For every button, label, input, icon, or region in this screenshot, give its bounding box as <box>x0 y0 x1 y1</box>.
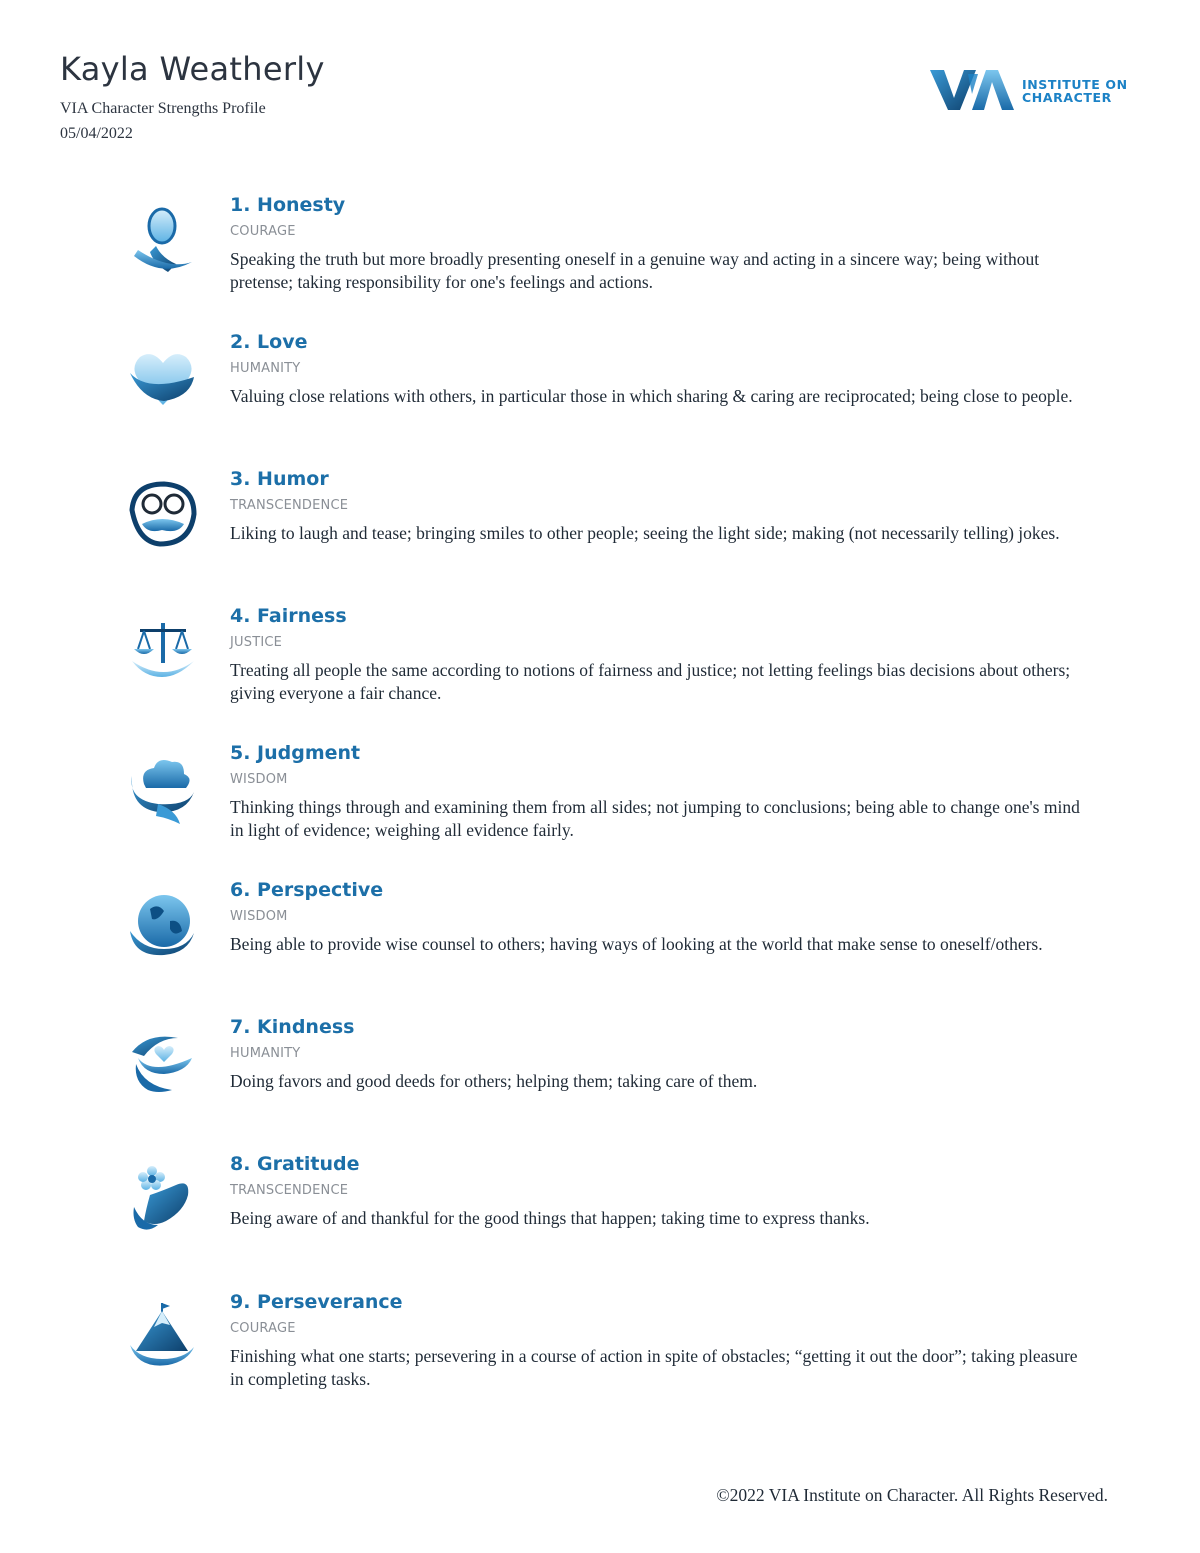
perspective-icon <box>128 891 198 965</box>
profile-date: 05/04/2022 <box>60 125 133 142</box>
profile-subtitle: VIA Character Strengths Profile <box>60 100 266 117</box>
via-logo <box>928 64 1138 116</box>
strength-description: Being aware of and thankful for the good things that happen; taking time to express thanks. <box>230 1208 870 1228</box>
strength-item <box>0 1153 1200 1295</box>
strength-item <box>0 605 1200 747</box>
strength-title: 7. Kindness <box>230 1016 355 1038</box>
strength-title: 9. Perseverance <box>230 1291 403 1313</box>
strength-category: HUMANITY <box>230 361 301 376</box>
strength-category: COURAGE <box>230 1321 296 1336</box>
logo-text-line1: INSTITUTE ON <box>1022 77 1128 92</box>
strength-category: COURAGE <box>230 224 296 239</box>
honesty-icon <box>128 206 198 280</box>
strength-category: HUMANITY <box>230 1046 301 1061</box>
strength-description: Speaking the truth but more broadly presenting oneself in a genuine way and acting in a sincere way; being without pretense; taking responsibility for one's feelings and actions. <box>230 249 1040 292</box>
strength-description: Finishing what one starts; persevering in a course of action in spite of obstacles; “getting it out the door”; taking pleasure in completing tasks. <box>230 1346 1078 1389</box>
strength-item <box>0 1291 1200 1433</box>
love-icon <box>128 343 198 417</box>
strength-item <box>0 331 1200 473</box>
strength-item <box>0 742 1200 884</box>
strength-title: 3. Humor <box>230 468 329 490</box>
logo-text-line2: CHARACTER <box>1022 90 1112 105</box>
strength-title: 1. Honesty <box>230 194 346 216</box>
kindness-icon <box>128 1028 198 1102</box>
strength-description: Being able to provide wise counsel to others; having ways of looking at the world that make sense to oneself/others. <box>230 934 1043 954</box>
strength-title: 5. Judgment <box>230 742 361 764</box>
strength-description: Liking to laugh and tease; bringing smiles to other people; seeing the light side; making (not necessarily telling) jokes. <box>230 523 1060 543</box>
strength-title: 4. Fairness <box>230 605 347 627</box>
strength-item <box>0 468 1200 610</box>
strength-description: Valuing close relations with others, in particular those in which sharing & caring are reciprocated; being close to people. <box>230 386 1073 406</box>
strength-title: 2. Love <box>230 331 308 353</box>
gratitude-icon <box>128 1165 198 1239</box>
strength-category: WISDOM <box>230 909 288 924</box>
via-logo-mark-icon <box>928 64 1020 116</box>
humor-icon <box>128 480 198 554</box>
copyright-footer: ©2022 VIA Institute on Character. All Rights Reserved. <box>716 1485 1108 1505</box>
profile-name: Kayla Weatherly <box>60 50 325 88</box>
judgment-icon <box>128 754 198 828</box>
fairness-icon <box>128 617 198 691</box>
strength-title: 8. Gratitude <box>230 1153 360 1175</box>
strength-category: WISDOM <box>230 772 288 787</box>
strength-title: 6. Perspective <box>230 879 384 901</box>
strength-category: TRANSCENDENCE <box>230 498 349 513</box>
strength-description: Doing favors and good deeds for others; helping them; taking care of them. <box>230 1071 758 1091</box>
strength-item <box>0 879 1200 1021</box>
perseverance-icon <box>128 1303 198 1377</box>
strength-category: TRANSCENDENCE <box>230 1183 349 1198</box>
strength-description: Thinking things through and examining them from all sides; not jumping to conclusions; being able to change one's mind in light of evidence; weighing all evidence fairly. <box>230 797 1080 840</box>
strength-description: Treating all people the same according to notions of fairness and justice; not letting feelings bias decisions about others; giving everyone a fair chance. <box>230 660 1071 703</box>
strength-item <box>0 194 1200 336</box>
strength-item <box>0 1016 1200 1158</box>
strength-category: JUSTICE <box>230 635 283 650</box>
